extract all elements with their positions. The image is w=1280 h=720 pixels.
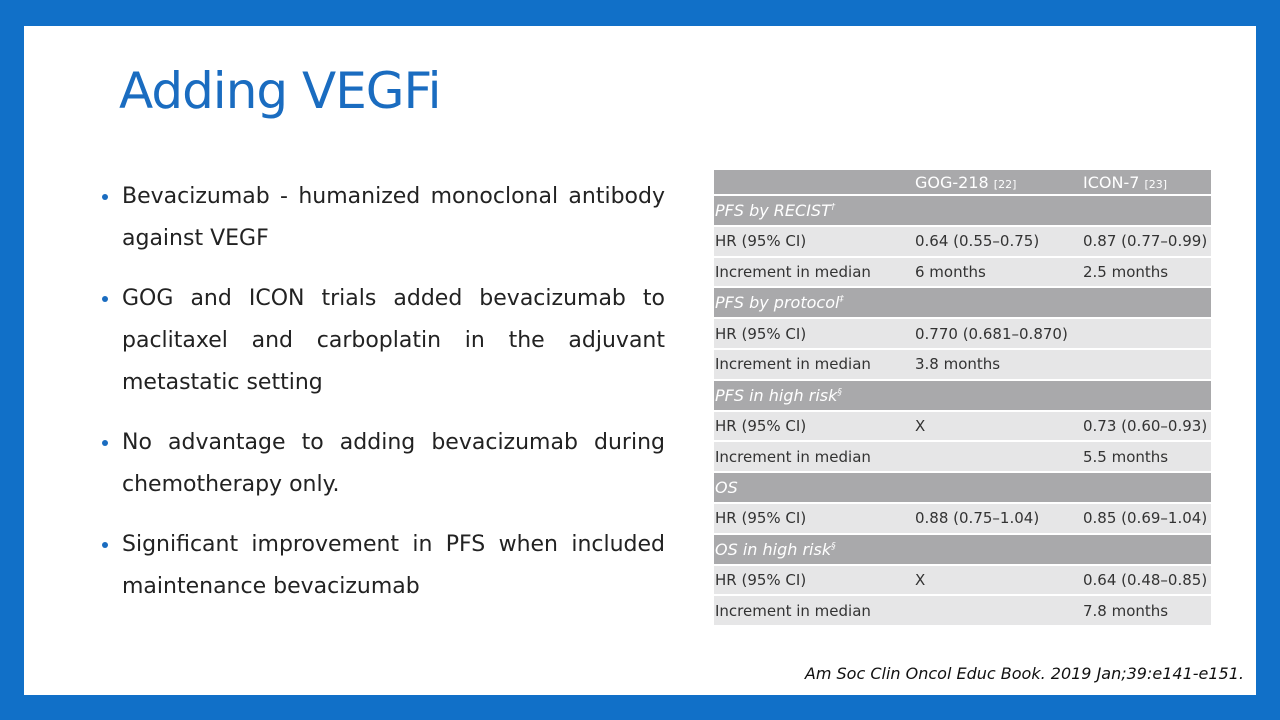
bullet-dot-icon <box>102 440 108 446</box>
footnote-mark: § <box>837 387 842 398</box>
bullet-dot-icon <box>102 296 108 302</box>
table-row <box>714 227 1211 258</box>
slide <box>24 26 1256 695</box>
table-section-row <box>714 288 1211 319</box>
table-cell: X <box>914 566 1082 597</box>
bullet-item <box>102 422 665 506</box>
table-cell: 0.85 (0.69–1.04) <box>1082 504 1211 535</box>
bullet-item <box>102 176 665 260</box>
table-row <box>714 596 1211 627</box>
bullet-text: No advantage to adding bevacizumab during chemotherapy only. <box>122 430 665 497</box>
row-label-cell: HR (95% CI) <box>714 504 914 535</box>
table-cell: 5.5 months <box>1082 442 1211 473</box>
bullet-list <box>102 176 665 626</box>
citation: Am Soc Clin Oncol Educ Book. 2019 Jan;39:e141-e151. <box>804 664 1244 683</box>
table-section-row <box>714 535 1211 566</box>
section-label: PFS by RECIST† <box>714 196 1211 227</box>
table-row <box>714 412 1211 443</box>
table-cell: 6 months <box>914 258 1082 289</box>
table-section-row <box>714 196 1211 227</box>
table-cell: X <box>914 412 1082 443</box>
section-label: OS in high risk§ <box>714 535 1211 566</box>
table-cell: 0.88 (0.75–1.04) <box>914 504 1082 535</box>
table-cell: 0.64 (0.55–0.75) <box>914 227 1082 258</box>
row-label-cell: Increment in median <box>714 350 914 381</box>
row-label-cell: Increment in median <box>714 442 914 473</box>
table-row <box>714 319 1211 350</box>
bullet-text: GOG and ICON trials added bevacizumab to paclitaxel and carboplatin in the adjuvant metastatic setting <box>122 286 665 395</box>
table-section-row <box>714 473 1211 504</box>
bullet-item <box>102 278 665 404</box>
table-row <box>714 258 1211 289</box>
row-label-cell: Increment in median <box>714 596 914 627</box>
section-label: OS <box>714 473 1211 504</box>
table-cell: 0.64 (0.48–0.85) <box>1082 566 1211 597</box>
row-label-cell: HR (95% CI) <box>714 227 914 258</box>
table-header-cell <box>714 170 914 196</box>
row-label-cell: HR (95% CI) <box>714 319 914 350</box>
table-cell: 0.73 (0.60–0.93) <box>1082 412 1211 443</box>
trial-results-table-wrap <box>714 170 1211 627</box>
bullet-item <box>102 524 665 608</box>
table-header-icon7: ICON-7 [23] <box>1082 170 1211 196</box>
table-cell: 0.87 (0.77–0.99) <box>1082 227 1211 258</box>
table-cell: 2.5 months <box>1082 258 1211 289</box>
table-row <box>714 442 1211 473</box>
bullet-dot-icon <box>102 542 108 548</box>
section-label: PFS by protocol‡ <box>714 288 1211 319</box>
row-label-cell: HR (95% CI) <box>714 566 914 597</box>
table-row <box>714 504 1211 535</box>
table-cell <box>914 596 1082 627</box>
table-header-gog218: GOG-218 [22] <box>914 170 1082 196</box>
footnote-mark: § <box>831 541 836 552</box>
footnote-mark: ‡ <box>839 294 844 305</box>
bullet-text: Bevacizumab - humanized monoclonal antibody against VEGF <box>122 184 665 251</box>
bullet-dot-icon <box>102 194 108 200</box>
table-cell <box>914 442 1082 473</box>
table-cell: 0.770 (0.681–0.870) <box>914 319 1082 350</box>
table-cell <box>1082 350 1211 381</box>
bullet-text: Significant improvement in PFS when included maintenance bevacizumab <box>122 532 665 599</box>
table-header-row <box>714 170 1211 196</box>
row-label-cell: HR (95% CI) <box>714 412 914 443</box>
trial-results-table <box>714 170 1211 627</box>
table-section-row <box>714 381 1211 412</box>
section-label: PFS in high risk§ <box>714 381 1211 412</box>
table-row <box>714 566 1211 597</box>
table-cell: 7.8 months <box>1082 596 1211 627</box>
row-label-cell: Increment in median <box>714 258 914 289</box>
table-cell <box>1082 319 1211 350</box>
table-body <box>714 196 1211 627</box>
footnote-mark: † <box>830 202 836 213</box>
table-row <box>714 350 1211 381</box>
table-cell: 3.8 months <box>914 350 1082 381</box>
slide-title: Adding VEGFi <box>119 62 441 120</box>
